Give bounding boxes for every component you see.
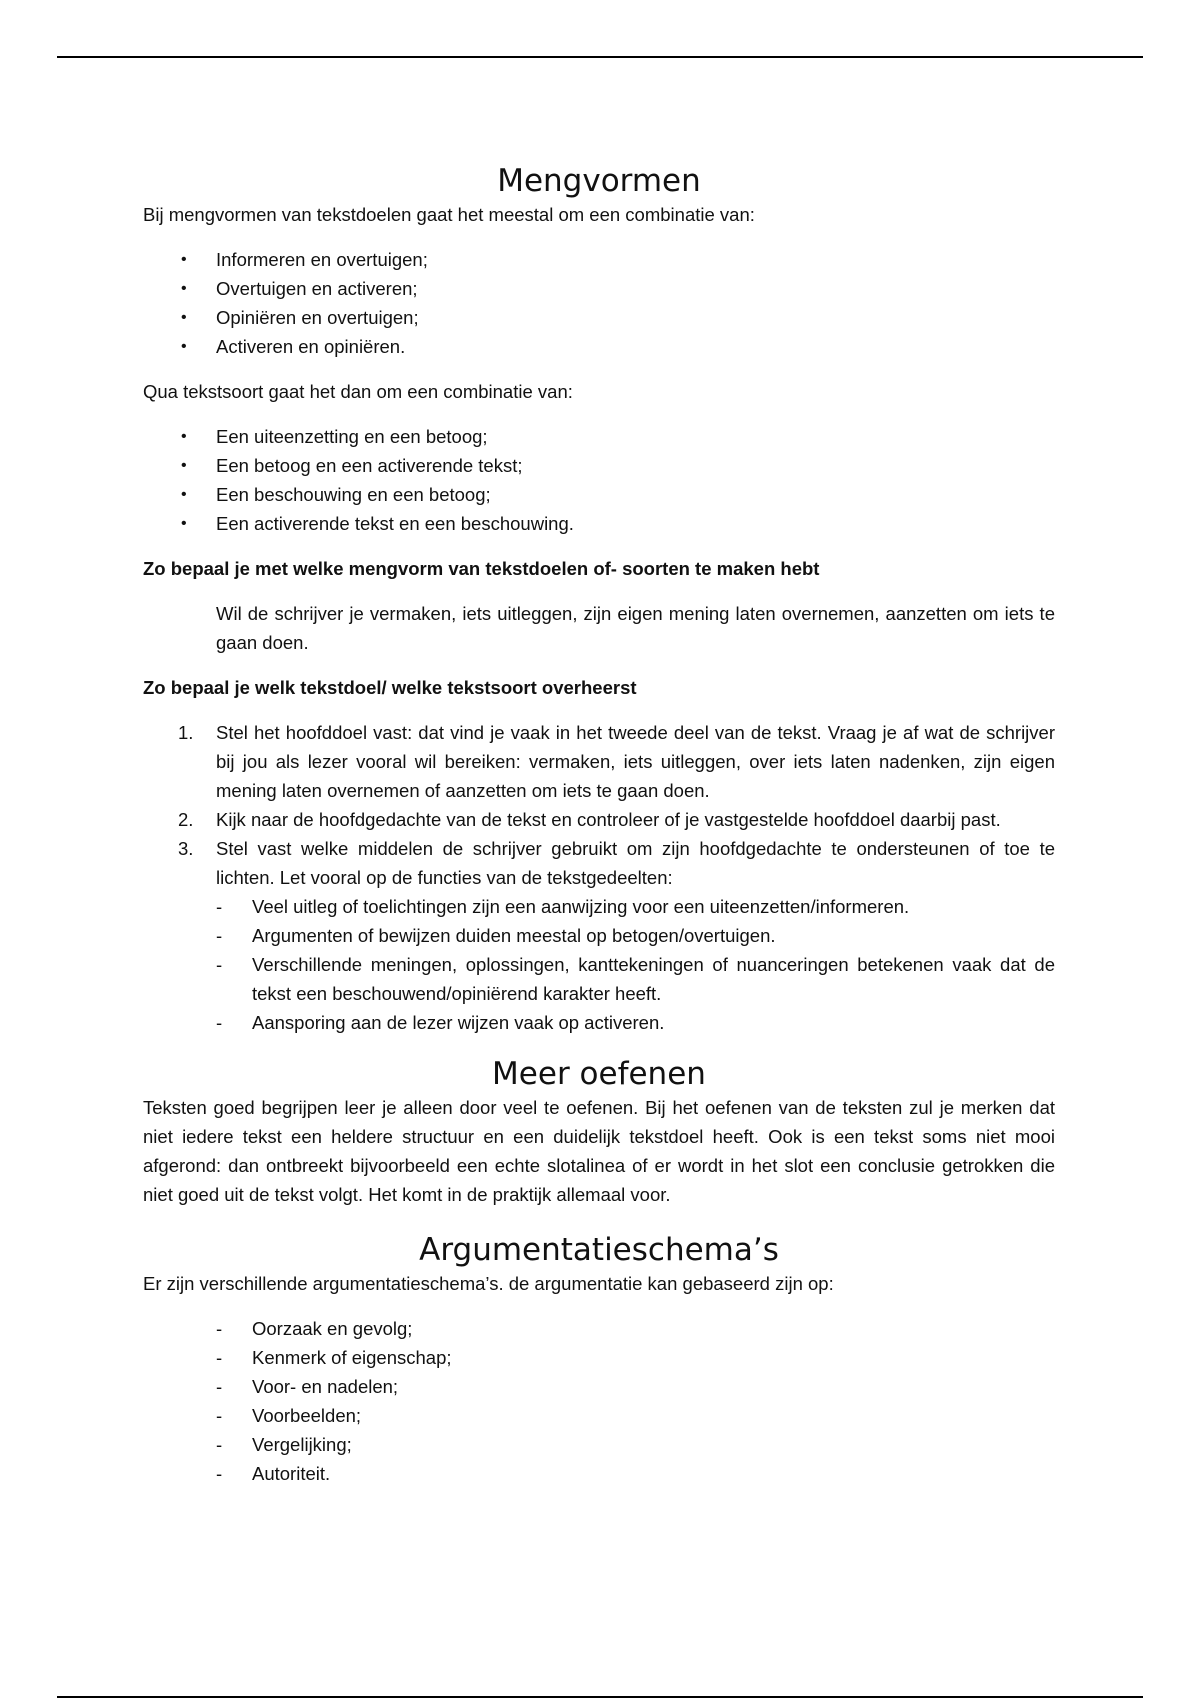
dash-marker: - (216, 954, 223, 975)
header-rule (57, 56, 1143, 58)
bullet-marker: • (181, 515, 187, 532)
subheading-mengvorm: Zo bepaal je met welke mengvorm van tekstdoelen of- soorten te maken hebt (143, 558, 820, 579)
list-item: 3. Stel vast welke middelen de schrijver gebruikt om zijn hoofdgedachte te ondersteunen of toe te lichten. Let vooral op de functies van de tekstgedeelten: (143, 834, 1055, 892)
list-item: - Verschillende meningen, oplossingen, kanttekeningen of nuanceringen betekenen vaak dat de tekst een beschouwend/opiniërend karakter heeft. (143, 950, 1055, 1008)
list-item: • Overtuigen en activeren; (143, 274, 1055, 303)
heading-argumentatieschemas: Argumentatieschema’s (419, 1232, 779, 1268)
argumentatie-intro: Er zijn verschillende argumentatieschema’s. de argumentatie kan gebaseerd zijn op: (143, 1273, 834, 1294)
meer-oefenen-body: Teksten goed begrijpen leer je alleen door veel te oefenen. Bij het oefenen van de teksten zul je merken dat niet iedere tekst een heldere structuur en een duidelijk tekstdoel heeft. Ook is een tekst soms niet mooi afgerond: dan ontbreekt bijvoorbeeld een echte slotalinea of er wordt in het slot een conclusie getrokken die niet goed uit de tekst volgt. Het komt in de praktijk allemaal voor. (143, 1097, 1055, 1205)
step-number: 2. (178, 809, 194, 830)
list-item: 2. Kijk naar de hoofdgedachte van de tekst en controleer of je vastgestelde hoofddoel daarbij past. (143, 805, 1055, 834)
dash-marker: - (216, 1463, 223, 1484)
step3-sublist (143, 892, 1055, 1037)
dash-marker: - (216, 1347, 223, 1368)
bullet-marker: • (181, 428, 187, 445)
list-item: - Oorzaak en gevolg; (143, 1314, 1055, 1343)
goals-list (143, 245, 1055, 361)
list-item: • Een uiteenzetting en een betoog; (143, 422, 1055, 451)
dash-marker: - (216, 1434, 223, 1455)
step-number: 3. (178, 838, 194, 859)
types-list (143, 422, 1055, 538)
list-item: • Activeren en opiniëren. (143, 332, 1055, 361)
list-item: - Veel uitleg of toelichtingen zijn een aanwijzing voor een uiteenzetten/informeren. (143, 892, 1055, 921)
dash-marker: - (216, 1376, 223, 1397)
dash-marker: - (216, 1318, 223, 1339)
dash-marker: - (216, 925, 223, 946)
list-item: - Voor- en nadelen; (143, 1372, 1055, 1401)
bullet-marker: • (181, 251, 187, 268)
mengvormen-intro: Bij mengvormen van tekstdoelen gaat het meestal om een combinatie van: (143, 204, 755, 225)
list-item: - Argumenten of bewijzen duiden meestal op betogen/overtuigen. (143, 921, 1055, 950)
argumentatie-list (143, 1314, 1055, 1488)
subheading-overheerst: Zo bepaal je welk tekstdoel/ welke tekstsoort overheerst (143, 677, 637, 698)
list-item: • Een betoog en een activerende tekst; (143, 451, 1055, 480)
list-item: • Opiniëren en overtuigen; (143, 303, 1055, 332)
list-item: • Een activerende tekst en een beschouwing. (143, 509, 1055, 538)
list-item: • Een beschouwing en een betoog; (143, 480, 1055, 509)
heading-mengvormen: Mengvormen (497, 163, 701, 199)
bullet-marker: • (181, 338, 187, 355)
list-item: - Voorbeelden; (143, 1401, 1055, 1430)
list-item: • Informeren en overtuigen; (143, 245, 1055, 274)
heading-meer-oefenen: Meer oefenen (492, 1056, 706, 1092)
bullet-marker: • (181, 457, 187, 474)
list-item: - Vergelijking; (143, 1430, 1055, 1459)
list-item: - Kenmerk of eigenschap; (143, 1343, 1055, 1372)
mengvorm-question: Wil de schrijver je vermaken, iets uitleggen, zijn eigen mening laten overnemen, aanzetten om iets te gaan doen. (216, 603, 1055, 653)
footer-rule (57, 1696, 1143, 1698)
bullet-marker: • (181, 486, 187, 503)
list-item: - Aansporing aan de lezer wijzen vaak op activeren. (143, 1008, 1055, 1037)
dash-marker: - (216, 896, 223, 917)
bullet-marker: • (181, 280, 187, 297)
bullet-marker: • (181, 309, 187, 326)
list-item: 1. Stel het hoofddoel vast: dat vind je vaak in het tweede deel van de tekst. Vraag je af wat de schrijver bij jou als lezer vooral wil bereiken: vermaken, iets uitleggen, over iets laten nadenken, zijn eigen mening laten overnemen of aanzetten om iets te gaan doen. (143, 718, 1055, 805)
document-body (143, 162, 1055, 1488)
steps-list (143, 718, 1055, 892)
dash-marker: - (216, 1405, 223, 1426)
types-intro: Qua tekstsoort gaat het dan om een combinatie van: (143, 381, 573, 402)
step-number: 1. (178, 722, 194, 743)
dash-marker: - (216, 1012, 223, 1033)
list-item: - Autoriteit. (143, 1459, 1055, 1488)
